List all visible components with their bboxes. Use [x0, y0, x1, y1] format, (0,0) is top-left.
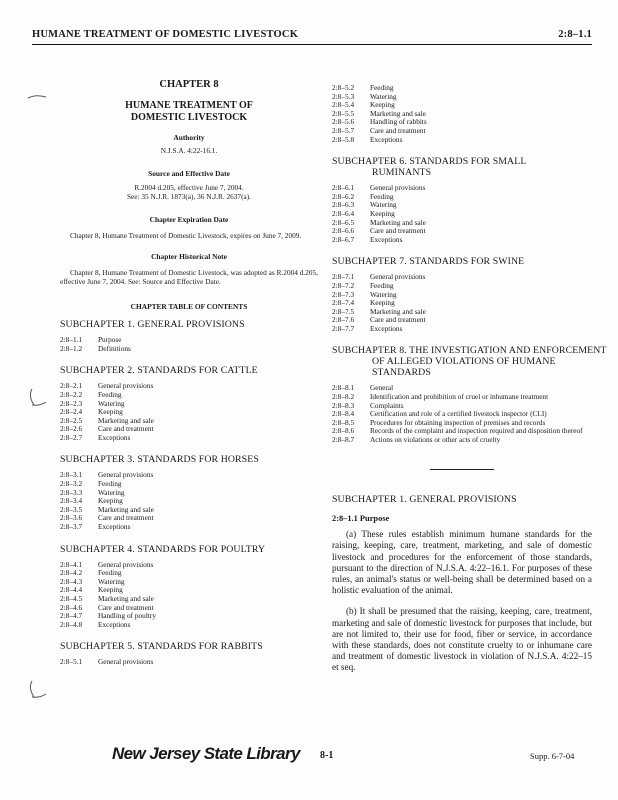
section-title: 2:8–1.1 Purpose — [332, 513, 390, 523]
toc-subchapter-heading: SUBCHAPTER 6. STANDARDS FOR SMALL RUMINANTS — [332, 156, 527, 179]
toc-entry-title: Keeping — [98, 496, 123, 506]
toc-entry-number: 2:8–4.7 — [60, 611, 83, 621]
source-line-2: See: 35 N.J.R. 1873(a), 36 N.J.R. 2637(a). — [126, 191, 252, 201]
paragraph-b: (b) It shall be presumed that the raising, keeping, care, treatment, marketing and sale of domestic livestock for purposes that include, but are not limited to, their use for food, fiber or service, in accordance with these standards, does not constitute cruelty to or inhumane care and treatment of domestic livestock in violation of N.J.S.A. 4:22–15 et seq. — [332, 606, 592, 673]
toc-entry-number: 2:8–2.3 — [60, 398, 83, 408]
toc-entry-title: General provisions — [370, 272, 426, 282]
toc-entry-number: 2:8–7.7 — [332, 323, 355, 333]
toc-entry-title: Keeping — [98, 585, 123, 595]
toc-entry-title: Exceptions — [98, 432, 131, 442]
toc-entry-title: Exceptions — [98, 619, 131, 629]
expiration-text: Chapter 8, Humane Treatment of Domestic Livestock, expires on June 7, 2009. — [70, 231, 302, 241]
toc-entry-title: Feeding — [98, 389, 122, 399]
toc-entry-number: 2:8–7.1 — [332, 272, 355, 282]
toc-entry-number: 2:8–8.3 — [332, 400, 355, 410]
toc-entry-title: Care and treatment — [370, 315, 426, 325]
toc-subchapter-heading: SUBCHAPTER 4. STANDARDS FOR POULTRY — [60, 543, 266, 555]
toc-subchapter-heading: SUBCHAPTER 8. THE INVESTIGATION AND ENFORCEMENT OF ALLEGED VIOLATIONS OF HUMANE STANDARDS — [332, 345, 607, 379]
toc-entry-number: 2:8–6.6 — [332, 226, 355, 236]
toc-entry-title: Records of the complaint and inspection required and disposition thereof — [370, 426, 583, 436]
source-heading: Source and Effective Date — [148, 168, 230, 178]
toc-entry-number: 2:8–3.5 — [60, 504, 83, 514]
toc-entry-title: Exceptions — [370, 323, 403, 333]
toc-entry[interactable] — [332, 436, 592, 445]
toc-entry-number: 2:8–4.6 — [60, 602, 83, 612]
toc-entry-title: Watering — [370, 289, 397, 299]
toc-entry-number: 2:8–4.5 — [60, 594, 83, 603]
toc-entry-number: 2:8–4.3 — [60, 576, 83, 586]
toc-entry-number: 2:8–4.1 — [60, 559, 83, 569]
binder-hole-mark-icon — [26, 678, 48, 700]
toc-entry-title: Marketing and sale — [98, 415, 154, 425]
toc-entry-number: 2:8–8.4 — [332, 409, 355, 419]
toc-entry-title: General provisions — [98, 470, 154, 480]
toc-entry-title: Watering — [98, 487, 125, 497]
toc-entry-title: Exceptions — [370, 134, 403, 144]
toc-entry-title: Feeding — [98, 568, 122, 578]
body-subchapter-heading: SUBCHAPTER 1. GENERAL PROVISIONS — [332, 493, 517, 505]
toc-subchapter-1 — [60, 319, 318, 353]
toc-entry-title: Care and treatment — [98, 424, 154, 434]
running-header — [32, 26, 592, 45]
toc-entry-number: 2:8–6.3 — [332, 200, 355, 210]
expiration-heading: Chapter Expiration Date — [149, 214, 229, 224]
toc-subchapter-4 — [60, 544, 318, 630]
left-column — [60, 58, 318, 667]
header-section-number: 2:8–1.1 — [558, 29, 592, 40]
toc-entry-title: Keeping — [370, 208, 395, 218]
toc-subchapter-7 — [332, 256, 592, 333]
toc-entry-title: Marketing and sale — [98, 504, 154, 514]
source-line-1: R.2004 d.205, effective June 7, 2004. — [134, 183, 244, 193]
toc-entry-title: Watering — [370, 200, 397, 210]
toc-entry-number: 2:8–1.1 — [60, 335, 83, 345]
header-title: HUMANE TREATMENT OF DOMESTIC LIVESTOCK — [32, 29, 299, 40]
toc-entry-title: Keeping — [370, 100, 395, 110]
toc-subchapter-5-continued — [332, 84, 592, 144]
right-column — [332, 83, 607, 674]
toc-entry-number: 2:8–7.6 — [332, 315, 355, 325]
toc-entry-number: 2:8–3.6 — [60, 513, 83, 523]
section-divider — [430, 469, 494, 470]
toc-entry-number: 2:8–6.5 — [332, 217, 355, 227]
toc-entry-number: 2:8–3.1 — [60, 470, 83, 480]
toc-entry-title: Purpose — [98, 335, 122, 345]
toc-entry[interactable] — [332, 136, 592, 145]
chapter-label: CHAPTER 8 — [159, 79, 219, 90]
toc-entry-title: General provisions — [98, 381, 154, 391]
toc-entry-number: 2:8–5.1 — [60, 657, 83, 667]
toc-entry-number: 2:8–6.7 — [332, 234, 355, 244]
toc-entry-number: 2:8–3.7 — [60, 522, 83, 532]
toc-subchapter-6 — [332, 156, 592, 244]
toc-entry-number: 2:8–6.4 — [332, 208, 355, 218]
toc-subchapter-2 — [60, 365, 318, 442]
toc-entry-title: Handling of poultry — [98, 611, 156, 621]
toc-entry-number: 2:8–2.4 — [60, 407, 83, 417]
toc-subchapter-8 — [332, 345, 607, 445]
toc-entry-number: 2:8–2.6 — [60, 424, 83, 434]
toc-entry-number: 2:8–5.8 — [332, 134, 355, 144]
toc-entry[interactable] — [60, 621, 318, 630]
toc-entry-title: Marketing and sale — [370, 108, 426, 118]
toc-entry[interactable] — [60, 434, 318, 443]
toc-entry-number: 2:8–2.2 — [60, 389, 83, 399]
toc-entry-number: 2:8–5.6 — [332, 117, 355, 127]
toc-entry-title: General provisions — [98, 559, 154, 569]
toc-entry-number: 2:8–4.8 — [60, 619, 83, 629]
toc-subchapter-heading: SUBCHAPTER 5. STANDARDS FOR RABBITS — [60, 641, 263, 653]
toc-entry-number: 2:8–5.5 — [332, 108, 355, 118]
toc-subchapter-heading: SUBCHAPTER 2. STANDARDS FOR CATTLE — [60, 365, 258, 377]
toc-entry-number: 2:8–4.2 — [60, 568, 83, 578]
toc-heading: CHAPTER TABLE OF CONTENTS — [130, 301, 248, 311]
toc-entry-title: Keeping — [370, 298, 395, 308]
binder-hole-mark-icon — [26, 386, 48, 408]
toc-entry-number: 2:8–8.5 — [332, 417, 355, 427]
toc-entry-number: 2:8–7.3 — [332, 289, 355, 299]
toc-entry-number: 2:8–4.4 — [60, 585, 83, 595]
toc-entry-number: 2:8–7.5 — [332, 306, 355, 316]
toc-entry-title: Exceptions — [98, 522, 131, 532]
toc-entry-title: Procedures for obtaining inspection of premises and records — [370, 417, 546, 427]
toc-entry-title: Marketing and sale — [98, 594, 154, 603]
historical-note-heading: Chapter Historical Note — [151, 251, 227, 261]
toc-entry-number: 2:8–2.7 — [60, 432, 83, 442]
toc-entry-title: Care and treatment — [370, 226, 426, 236]
toc-entry-title: Care and treatment — [98, 513, 154, 523]
toc-subchapter-heading: SUBCHAPTER 3. STANDARDS FOR HORSES — [60, 454, 259, 466]
toc-entry-title: Watering — [370, 91, 397, 101]
toc-entry-title: Care and treatment — [98, 602, 154, 612]
toc-entry-title: Certification and role of a certified livestock inspector (CLI) — [370, 409, 547, 419]
toc-entry-title: Keeping — [98, 407, 123, 417]
binder-hole-mark-icon — [26, 92, 48, 102]
chapter-title: HUMANE TREATMENT OF DOMESTIC LIVESTOCK — [125, 99, 253, 123]
toc-entry-title: Identification and prohibition of cruel or inhumane treatment — [370, 392, 549, 402]
toc-entry-number: 2:8–6.1 — [332, 183, 355, 193]
toc-entry-number: 2:8–8.1 — [332, 383, 355, 393]
supplement-date: Supp. 6-7-04 — [530, 751, 575, 761]
toc-entry-title: Watering — [98, 576, 125, 586]
toc-entry-number: 2:8–8.6 — [332, 426, 355, 436]
toc-entry-title: General — [370, 383, 394, 393]
toc-entry-title: Feeding — [370, 83, 394, 92]
authority-text: N.J.S.A. 4:22-16.1. — [160, 146, 218, 156]
toc-entry[interactable] — [332, 325, 592, 334]
toc-entry-number: 2:8–5.2 — [332, 83, 355, 92]
toc-entry-number: 2:8–7.2 — [332, 280, 355, 290]
toc-entry-title: Marketing and sale — [370, 306, 426, 316]
toc-entry-number: 2:8–3.3 — [60, 487, 83, 497]
historical-note-text: Chapter 8, Humane Treatment of Domestic Livestock, was adopted as R.2004 d.205, effective June 7, 2004. See: Source and Effective Date. — [60, 268, 318, 286]
toc-subchapter-heading: SUBCHAPTER 7. STANDARDS FOR SWINE — [332, 256, 525, 268]
toc-entry-title: Actions on violations or other acts of cruelty — [370, 435, 501, 445]
toc-subchapter-3 — [60, 454, 318, 531]
toc-entry-title: Watering — [98, 398, 125, 408]
toc-entry-number: 2:8–8.7 — [332, 435, 355, 445]
toc-entry-number: 2:8–1.2 — [60, 343, 83, 353]
paragraph-a: (a) These rules establish minimum humane standards for the raising, keeping, care, treatment, marketing, and sale of domestic livestock and procedures for the enforcement of those standards, pursuant to the direction of N.J.S.A. 4:22–16.1. For purposes of these rules, an animal's status or well-being shall be determined based on a holistic evaluation of the animal. — [332, 529, 592, 596]
toc-entry-title: General provisions — [370, 183, 426, 193]
toc-entry-number: 2:8–2.5 — [60, 415, 83, 425]
toc-entry-title: Feeding — [370, 280, 394, 290]
toc-entry-title: Handling of rabbits — [370, 117, 427, 127]
toc-entry-number: 2:8–5.7 — [332, 125, 355, 135]
toc-subchapter-heading: SUBCHAPTER 1. GENERAL PROVISIONS — [60, 319, 245, 331]
toc-entry-number: 2:8–3.4 — [60, 496, 83, 506]
toc-entry-number: 2:8–8.2 — [332, 392, 355, 402]
toc-entry-title: Care and treatment — [370, 125, 426, 135]
library-stamp: New Jersey State Library — [112, 744, 300, 763]
toc-entry-number: 2:8–5.3 — [332, 91, 355, 101]
toc-entry-title: Feeding — [370, 191, 394, 201]
toc-subchapter-5 — [60, 641, 318, 667]
toc-entry[interactable] — [60, 345, 318, 354]
toc-entry[interactable] — [60, 658, 318, 667]
toc-entry[interactable] — [60, 523, 318, 532]
toc-entry-title: General provisions — [98, 657, 154, 667]
toc-entry[interactable] — [332, 236, 592, 245]
toc-entry-title: Feeding — [98, 479, 122, 489]
page-number: 8-1 — [320, 750, 334, 761]
toc-entry-title: Definitions — [98, 343, 131, 353]
toc-entry-number: 2:8–5.4 — [332, 100, 355, 110]
toc-entry-title: Complaints — [370, 400, 404, 410]
toc-entry-number: 2:8–3.2 — [60, 479, 83, 489]
toc-entry-number: 2:8–6.2 — [332, 191, 355, 201]
toc-entry-number: 2:8–7.4 — [332, 298, 355, 308]
toc-entry-title: Exceptions — [370, 234, 403, 244]
toc-entry-title: Marketing and sale — [370, 217, 426, 227]
toc-entry-number: 2:8–2.1 — [60, 381, 83, 391]
authority-heading: Authority — [173, 132, 205, 142]
